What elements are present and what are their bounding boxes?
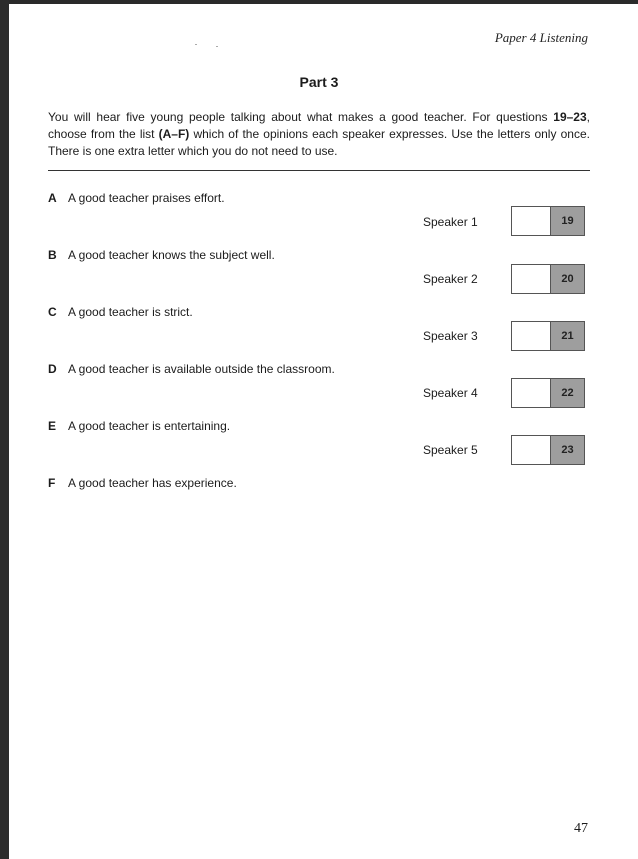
answer-input[interactable]: [512, 207, 551, 235]
option-f: [48, 476, 237, 490]
question-number: 19: [551, 207, 584, 235]
scan-speck: [195, 44, 197, 45]
answer-input[interactable]: [512, 436, 551, 464]
question-number: 21: [551, 322, 584, 350]
option-c: [48, 305, 193, 319]
option-letter: E: [48, 419, 57, 433]
option-letter: D: [48, 362, 57, 376]
option-text: A good teacher is strict.: [68, 305, 193, 319]
answer-box-22[interactable]: [511, 378, 585, 408]
binding-edge: [0, 0, 9, 859]
instructions: [48, 109, 590, 160]
option-a: [48, 191, 225, 205]
option-text: A good teacher is entertaining.: [68, 419, 231, 433]
option-text: A good teacher knows the subject well.: [68, 248, 275, 262]
letters-range: (A–F): [158, 127, 190, 141]
part-title: Part 3: [299, 74, 339, 90]
option-letter: A: [48, 191, 57, 205]
speaker-4-label: Speaker 4: [423, 386, 478, 400]
answer-input[interactable]: [512, 265, 551, 293]
questions-range: 19–23: [553, 110, 587, 124]
option-letter: B: [48, 248, 57, 262]
option-text: A good teacher is available outside the classroom.: [68, 362, 335, 376]
instructions-text: , choose from the list: [48, 110, 590, 141]
speaker-5-label: Speaker 5: [423, 443, 478, 457]
question-number: 23: [551, 436, 584, 464]
option-e: [48, 419, 230, 433]
option-letter: F: [48, 476, 56, 490]
option-text: A good teacher has experience.: [68, 476, 237, 490]
answer-input[interactable]: [512, 322, 551, 350]
answer-box-21[interactable]: [511, 321, 585, 351]
speaker-2-label: Speaker 2: [423, 272, 478, 286]
speaker-3-label: Speaker 3: [423, 329, 478, 343]
scan-speck: [216, 46, 218, 47]
instructions-text: which of the opinions each speaker expresses. Use the letters only once. There is one extra letter which you do not need to use.: [48, 127, 590, 158]
answer-input[interactable]: [512, 379, 551, 407]
speaker-1-label: Speaker 1: [423, 215, 478, 229]
answer-box-20[interactable]: [511, 264, 585, 294]
answer-box-19[interactable]: [511, 206, 585, 236]
question-number: 22: [551, 379, 584, 407]
question-number: 20: [551, 265, 584, 293]
page-number: 47: [574, 821, 588, 836]
answer-box-23[interactable]: [511, 435, 585, 465]
option-letter: C: [48, 305, 57, 319]
running-head: Paper 4 Listening: [494, 30, 588, 45]
option-d: [48, 362, 335, 376]
option-b: [48, 248, 275, 262]
page-top-edge: [0, 0, 638, 4]
divider: [48, 170, 590, 171]
instructions-text: You will hear five young people talking about what makes a good teacher. For questions: [48, 110, 554, 124]
option-text: A good teacher praises effort.: [68, 191, 225, 205]
